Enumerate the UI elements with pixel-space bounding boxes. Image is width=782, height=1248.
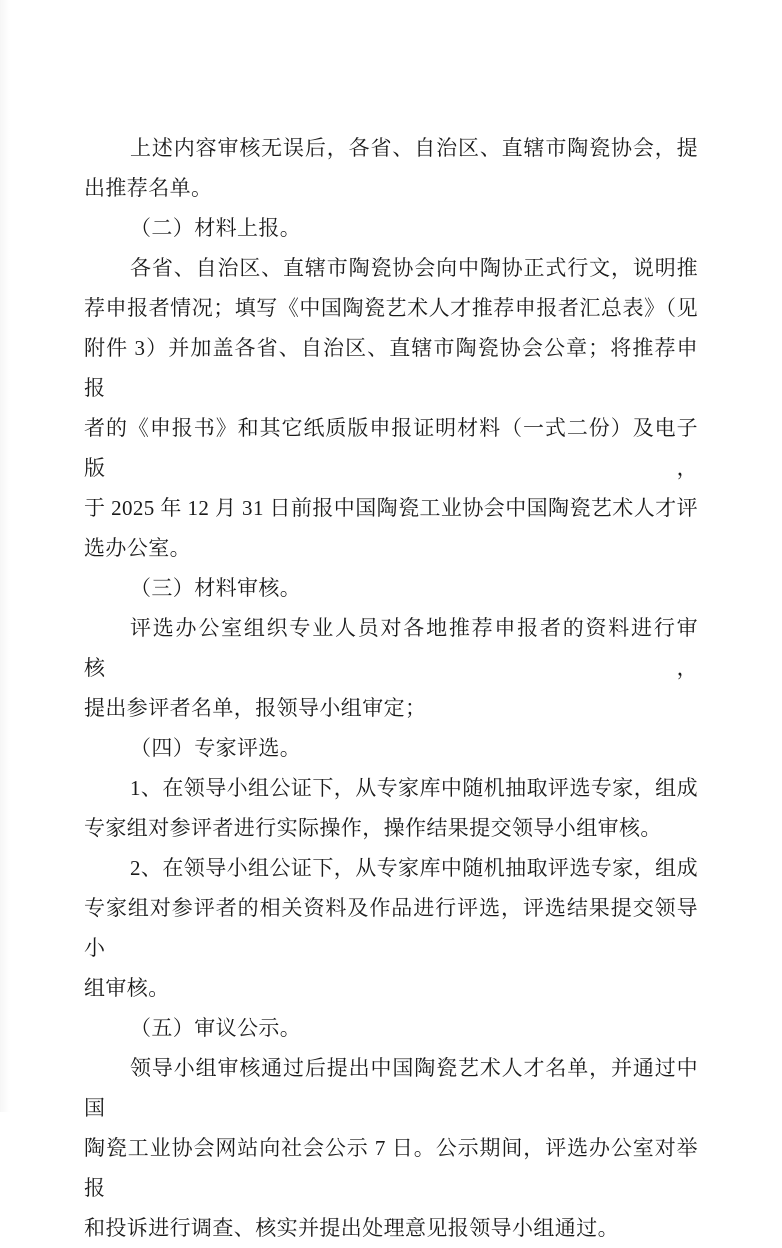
text-line: （四）专家评选。 — [130, 736, 302, 760]
text-line: 者的《申报书》和其它纸质版申报证明材料（一式二份）及电子版， — [84, 416, 698, 480]
page-edge-shadow — [0, 0, 10, 1112]
paragraph — [84, 608, 698, 728]
text-line: 和投诉进行调查、核实并提出处理意见报领导小组通过。 — [84, 1216, 619, 1240]
paragraph — [84, 248, 698, 568]
text-line: 上述内容审核无误后，各省、自治区、直辖市陶瓷协会，提 — [130, 136, 698, 160]
paragraph — [84, 848, 698, 1008]
text-line: 附件 3）并加盖各省、自治区、直辖市陶瓷协会公章；将推荐申报 — [84, 336, 698, 400]
paragraph — [84, 728, 698, 768]
text-line: 专家组对参评者的相关资料及作品进行评选，评选结果提交领导小 — [84, 896, 698, 960]
paragraph — [84, 568, 698, 608]
paragraph — [84, 208, 698, 248]
text-line: 专家组对参评者进行实际操作，操作结果提交领导小组审核。 — [84, 816, 662, 840]
text-line: 出推荐名单。 — [84, 176, 213, 200]
text-line: （二）材料上报。 — [130, 216, 302, 240]
text-line: 陶瓷工业协会网站向社会公示 7 日。公示期间，评选办公室对举报 — [84, 1136, 698, 1200]
paragraph — [84, 768, 698, 848]
text-line: 荐申报者情况；填写《中国陶瓷艺术人才推荐申报者汇总表》（见 — [84, 296, 698, 320]
paragraph — [84, 1048, 698, 1248]
text-line: 2、在领导小组公证下，从专家库中随机抽取评选专家，组成 — [130, 856, 698, 880]
document-body — [84, 128, 698, 1248]
text-line: 1、在领导小组公证下，从专家库中随机抽取评选专家，组成 — [130, 776, 698, 800]
paragraph — [84, 128, 698, 208]
text-line: 于 2025 年 12 月 31 日前报中国陶瓷工业协会中国陶瓷艺术人才评 — [84, 496, 698, 520]
text-line: （五）审议公示。 — [130, 1016, 302, 1040]
text-line: 组审核。 — [84, 976, 170, 1000]
text-line: 领导小组审核通过后提出中国陶瓷艺术人才名单，并通过中国 — [84, 1056, 698, 1120]
text-line: 提出参评者名单，报领导小组审定； — [84, 696, 427, 720]
paragraph — [84, 1008, 698, 1048]
text-line: 各省、自治区、直辖市陶瓷协会向中陶协正式行文，说明推 — [130, 256, 698, 280]
text-line: 评选办公室组织专业人员对各地推荐申报者的资料进行审核， — [84, 616, 698, 680]
text-line: 选办公室。 — [84, 536, 191, 560]
text-line: （三）材料审核。 — [130, 576, 302, 600]
